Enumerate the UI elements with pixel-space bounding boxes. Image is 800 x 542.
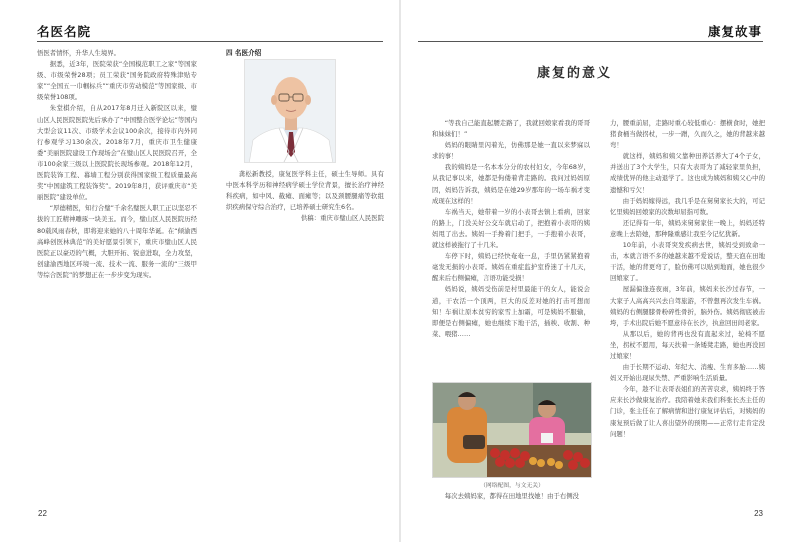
paragraph: 车祸当天，她带着一岁的小表哥去镇上看病，回家的路上，门没关好公交车就启动了，把抱着小表哥的姨妈甩了出去。姨妈一手搀着门把手，一手抱着小表哥，就这样被拖行了十几米。 [432, 207, 590, 250]
page-fold [399, 0, 401, 542]
right-page-column-2 [610, 118, 765, 440]
paragraph: 悟医者情怀，升华人生境界。 [37, 49, 121, 57]
paragraph: 朱堂棋介绍，自从2017年8月迁入新院区以来，璧山区人民医院医院先后承办了“中国整合医学论坛”等国内大型会议11次、市级学术会议100余次，接待市内外同行参观学习130余次。2018年7月，重庆市卫生健康委“美丽医院建设工作现场会”在璧山区人民医院召开，全市100余家三级以上医院院长现场参观。2018年12月，医院装饰工程、幕墙工程分别获得国家级工程质量最高奖“中国建筑工程装饰奖”。2019年8月，获评重庆市“美丽医院”建设单位。 [37, 104, 197, 202]
left-page-number: 22 [38, 509, 47, 518]
left-page-column-2 [226, 48, 384, 225]
paragraph: 由于长期不运动、年纪大、消瘦、生育多胎……姨妈又开始出现尿失禁、严重影响生活质量。 [610, 363, 765, 383]
article-signature: 供稿：重庆市璧山区人民医院 [300, 214, 384, 223]
article-title: 康复的意义 [537, 66, 613, 81]
paragraph: 由于妈妈嫁得远，我几乎是在舅舅家长大的，可记忆里姨妈回娘家的次数却屈指可数。 [610, 196, 765, 216]
paragraph: “等我自己能直起腰走路了，我就回娘家看我的哥哥和妹妹们！” [432, 119, 590, 139]
paragraph: 据悉，近3年，医院荣获“全国模范职工之家”等国家级、市级荣誉28项；员工荣获“国务院政府特殊津贴专家”“全国五一巾帼标兵”“重庆市劳动模范”等国家级、市级荣誉108项。 [37, 60, 197, 102]
left-running-header: 名医名院 [37, 24, 92, 39]
paragraph: 每次去姨妈家，都得在田地里找她！由于右侧没 [444, 492, 579, 500]
right-header-rule [418, 41, 763, 42]
left-page-column-1 [37, 48, 197, 281]
paragraph: 10年前，小表哥突发疾病去世，姨妈受到致命一击，本就言语不多的她越来越不爱说话，整天泡在田地干活，她的背更弯了，脸仿佛可以贴到地面，她也很少回娘家了。 [610, 241, 765, 283]
doctor-portrait-photo [244, 59, 336, 163]
photo-caption: （网络配图，与文无关） [480, 483, 544, 489]
right-page-number: 23 [754, 509, 763, 518]
paragraph: 还记得有一年，姨妈来舅舅家住一晚上，妈妈还特意晚上去陪她，那种隆重感让我至今记忆犹新。 [610, 218, 765, 238]
paragraph: 力，腰重前屈，走路时重心较低重心：摆横食时，她把猪食桶当做拐杖，一步一蹭，久而久之，她的背越来越弯！ [610, 119, 765, 150]
right-running-header: 康复故事 [707, 24, 762, 39]
right-page-column-1 [432, 118, 590, 340]
left-header-rule [37, 41, 383, 42]
after-photo-text [432, 491, 590, 502]
paragraph: 妈妈的眼睛里闪着光，仿佛那是她一直以来梦寐以求的事！ [432, 141, 590, 161]
section-title: 四 名医介绍 [226, 49, 262, 57]
market-illustration-photo [432, 382, 592, 478]
paragraph: 从那以后，她的背再也没有直起来过，轮椅不愿坐，拐杖不愿用，每天扶着一条矮凳走路，她也再没回过娘家！ [610, 329, 765, 360]
paragraph: 今年，趁不让表哥表姐们的苦苦哀求，姨妈终于答应来长沙做康复治疗。我陪着她来我们科张长杰主任的门诊，张主任在了解病情和进行康复评估后，对姨妈的康复预后做了让人喜出望外的预期——正常行走肯定没问题！ [610, 385, 765, 438]
paragraph: 就这样，姨妈和姨父靠种田养活养大了4个子女，并送出了3个大学生，只有大表哥为了减轻家里负担，成绩优异的他主动退学了。这也成为姨妈和姨父心中的遗憾和亏欠！ [610, 152, 765, 194]
paragraph: 妈妈说，姨妈受伤前是村里最能干的女人，能说会道，干农活一个顶两，巨大的反差对她的打击可想而知！车祸让原本贫穷的家雪上加霜，可是姨妈不服输，即便是右侧偏瘫，她也继续下地干活，插秧、收割、种菜、喂猪…… [432, 285, 590, 338]
paragraph: 我的姨妈是一名本本分分的农村妇女，今年68岁，从我记事以来，她都是佝偻着背走路的。我问过妈妈原因，妈妈告诉我，姨妈是在她29岁那年的一场车祸才变成现在这样的！ [432, 163, 590, 205]
paragraph: “厚德精医，知行合璧”千余名璧医人职工正以坚忍不拔的工匠精神雕琢一块美玉。而今，璧山区人民医院历经80载风雨春秋，即将迎来她的八十周年华诞。在“倾渝西高峰创医林典范”的美好愿景引领下，重庆市璧山区人民医院正以豪迈的气概，大胆开拓、锐意进取，全力攻坚，创建渝西地区环境一流、技术一流、服务一流的“三级甲等综合医院”的梦想正在一步步变为现实。 [37, 204, 198, 279]
paragraph: 屋漏偏逢连夜雨，3年前，姨妈来长沙过春节，一大家子人高高兴兴去自驾旅游，不曾想再次发生车祸。姨妈的右侧腿膝骨粉碎性骨折，脑外伤。姨妈彻底被击垮，手术出院后她不愿意待在长沙，执意回田间老家。 [610, 285, 765, 327]
doctor-bio: 龚松新教授，康复医学科主任，硕士生导师。具有中医本科学历和神经病学硕士学位背景，擅长治疗神经科疾病，如中风、截瘫、面瘫等；以及颈腰腿痛等软组织疾病保守综合治疗，已培养硕士研究生6名。 [226, 170, 384, 212]
paragraph: 车停下时，姨妈已经快奄奄一息，手里仍紧紧抱着毫发无损的小表哥。姨妈在重症监护室昏迷了十几天，醒来后右侧偏瘫，言语功能受损！ [432, 252, 590, 283]
